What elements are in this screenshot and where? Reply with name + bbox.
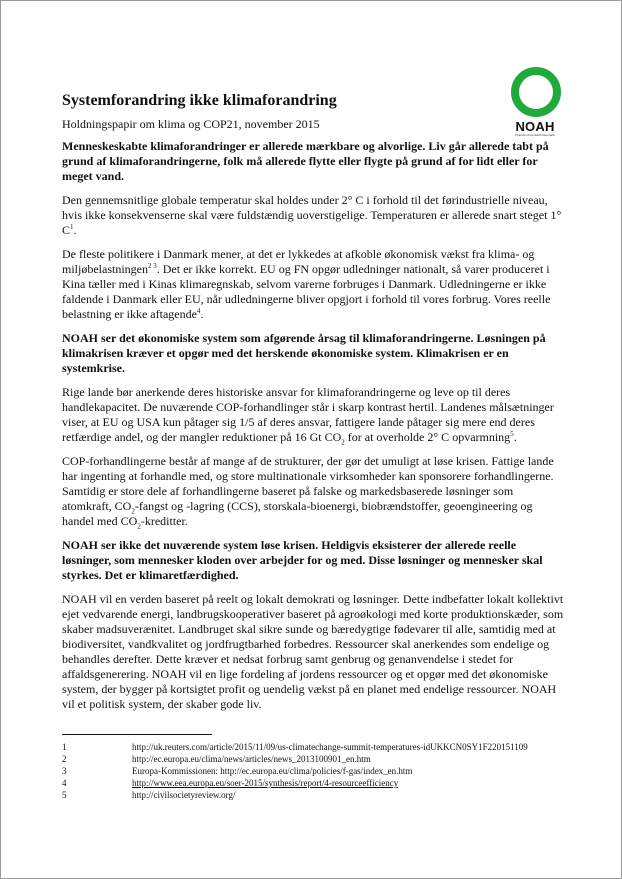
paragraph-vision: NOAH vil en verden baseret på reelt og lokalt demokrati og løsninger. Dette indbefatter lokalt kollektivt ejet vedvarende energi, landbrugskooperativer baseret på agroøkologi med korte produktionskæder, som skaber madsuverænitet. Landbruget skal sikre sunde og bæredygtige fødevarer til alle, samtidig med at biodiversitet, vandkvalitet og jordfrugtbarhed forbedres. Ressourcer skal anerkendes som endelige og behandles derefter. Dette kræver et nedsat forbrug samt genbrug og genanvendelse i stedet for affaldsgenerering. NOAH vil en lige fordeling af jordens ressourcer og et opgør med det økonomiske system, der bygger på kortsigtet profit og uendelig vækst på en planet med endelige ressourcer. NOAH vil et politisk system, der skaber gode liv. [62,592,564,711]
footnote-link[interactable]: Europa-Kommissionen: http://ec.europa.eu/clima/policies/f-gas/index_en.htm [132,766,413,776]
logo-subtext: Friends of the Earth Denmark [515,133,555,137]
document-body [62,91,564,712]
paragraph-text: -fangst og -lagring (CCS), storskala-bioenergi, biobrændstoffer, geoengineering og handel med CO [62,499,533,528]
co2-subscript: 2 [131,507,135,516]
footnote-number: 3 [62,766,67,776]
footnote-number: 5 [62,790,67,800]
footnote-3 [62,765,542,777]
footnote-link[interactable]: http://www.eea.europa.eu/soer-2015/synthesis/report/4-resourceefficiency [132,778,399,788]
footnote-link[interactable]: http://ec.europa.eu/clima/news/articles/news_2013100901_en.htm [132,754,371,764]
footnote-divider [62,734,212,735]
lead-paragraph: Menneskeskabte klimaforandringer er allerede mærkbare og alvorlige. Liv går allerede tabt på grund af klimaforandringerne, folk må allerede flytte eller flygte på grund af for lidt eller for meget vand. [62,139,549,183]
co2-subscript: 2 [341,438,345,447]
footnote-ref-1: 1 [70,223,74,231]
bold-statement-solutions: NOAH ser ikke det nuværende system løse krisen. Heldigvis eksisterer der allerede reelle løsninger, som mennesker kloden over arbejder for og med. Disse løsninger og mennesker skal styrkes. Det er klimaretfærdighed. [62,538,543,582]
footnote-4 [62,777,542,789]
paragraph-end: . [200,307,204,321]
document-subtitle: Holdningspapir om klima og COP21, november 2015 [62,117,320,131]
paragraph-text: COP-forhandlingerne består af mange af de strukturer, der gør det umuligt at løse krisen. Fattige lande har ingenting at forhandle med, og store multinationale virksomheder kan sponsorere forhandlingerne. Samtidig er store dele af forhandlingerne baseret på falske og markedsbaserede løsninger som atomkraft, CO [62,454,554,513]
logo-name: NOAH [515,119,555,134]
paragraph-end: . [73,223,77,237]
document-title: Systemforandring ikke klimaforandring [62,92,337,109]
footnote-2 [62,753,542,765]
bold-statement-system: NOAH ser det økonomiske system som afgørende årsag til klimaforandringerne. Løsningen på klimakrisen kræver et opgør med det herskende økonomiske system. Klimakrisen er en systemkrise. [62,331,546,375]
footnote-number: 1 [62,742,67,752]
co2-subscript: 2 [137,522,141,531]
paragraph-text: Rige lande bør anerkende deres historiske ansvar for klimaforandringerne og leve op til deres handlekapacitet. De nuværende COP-forhandlinger står i skarp kontrast hertil. Landenes målsætninger viser, at EU og USA kun påtager sig 1/5 af deres ansvar, fattigere lande påtager sig mere end deres retfærdige andel, og der mangler reduktioner på 16 Gt CO [62,385,554,444]
paragraph-text: Den gennemsnitlige globale temperatur skal holdes under 2° C i forhold til det førindustrielle niveau, hvis ikke konsekvenserne skal være fuldstændig uoverstigelige. Temperaturen er allerede snart steget 1° C [62,193,562,237]
paragraph-cop [62,454,564,529]
paragraph-responsibility [62,385,564,445]
paragraph-end: . [513,430,517,444]
footnote-1 [62,741,542,753]
paragraph-text: De fleste politikere i Danmark mener, at det er lykkedes at afkoble økonomisk vækst fra klima- og miljøbelastningen [62,247,535,276]
footnotes [62,741,542,801]
paragraph-text: . Det er ikke korrekt. EU og FN opgør udledninger nationalt, så varer produceret i Kina tæller med i Kinas klimaregnskab, selvom varerne forbruges i Danmark. Udledningerne er ikke faldende i Danmark eller EU, når udledningerne bliver opgjort i forhold til vores forbrug. Vores reelle belastning er ikke aftagende [62,262,551,321]
footnote-ref-2-3: 2 3 [148,262,157,270]
paragraph-decoupling [62,247,564,322]
paragraph-text: -kreditter. [140,514,188,528]
footnote-link[interactable]: http://uk.reuters.com/article/2015/11/09/us-climatechange-summit-temperatures-idUKKCN0SY1F220151109 [132,742,528,752]
footnote-ref-4: 4 [196,307,201,315]
paragraph-temperature [62,193,564,238]
footnote-link[interactable]: http://civilsocietyreview.org/ [132,790,236,800]
footnote-5 [62,789,542,801]
footnote-number: 4 [62,778,67,788]
footnote-number: 2 [62,754,67,764]
footnote-ref-5: 5 [510,430,514,438]
paragraph-text: for at overholde 2° C opvarmning [344,430,511,444]
